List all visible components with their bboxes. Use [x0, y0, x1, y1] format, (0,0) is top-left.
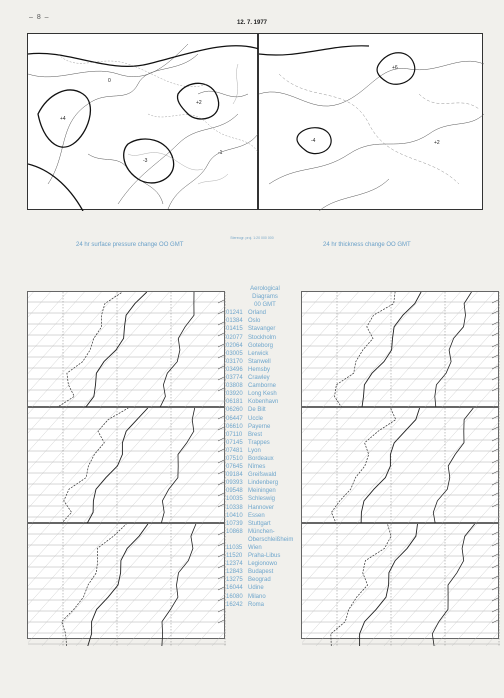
station-name: Praha-Libus [248, 553, 281, 560]
station-name: Orland [248, 310, 267, 317]
station-code: 03170 [226, 358, 243, 365]
station-row [226, 495, 304, 503]
station-name: München- [248, 528, 275, 535]
aerological-diagram [301, 407, 499, 523]
aerological-diagram [27, 407, 225, 523]
legend-title-line1: Aerological [250, 286, 280, 292]
station-name: Uccle [248, 415, 264, 422]
svg-text:-1: -1 [218, 150, 223, 156]
station-code: 03920 [226, 391, 243, 398]
station-name: Schleswig [248, 496, 276, 503]
svg-text:-3: -3 [143, 158, 148, 164]
station-code: 02064 [226, 342, 243, 349]
sounding-plot [28, 408, 226, 524]
station-list [226, 309, 304, 608]
station-row [226, 350, 304, 358]
page-date: 12. 7. 1977 [236, 20, 268, 26]
station-name: Udine [248, 585, 264, 592]
station-row [226, 309, 304, 317]
station-code: 07110 [226, 431, 243, 438]
station-code [226, 536, 248, 544]
station-row [226, 439, 304, 447]
sounding-plot [28, 524, 226, 646]
station-code: 11520 [226, 553, 243, 560]
station-code: 09184 [226, 472, 243, 479]
station-name: Brest [248, 431, 263, 438]
station-row [226, 366, 304, 374]
station-code: 06447 [226, 415, 243, 422]
station-code: 07481 [226, 447, 243, 454]
page-number: – 8 – [29, 14, 50, 21]
station-code: 03774 [226, 375, 243, 382]
station-name: Budapest [248, 569, 274, 576]
svg-text:+4: +4 [60, 116, 66, 122]
aerological-diagram [27, 291, 225, 407]
station-name: Stanwell [248, 358, 271, 365]
station-code: 12374 [226, 561, 243, 568]
surface-pressure-change-map [27, 33, 258, 210]
station-name: Roma [248, 601, 265, 608]
station-code: 11035 [226, 545, 243, 551]
station-code: 07645 [226, 464, 243, 471]
station-code: 01241 [226, 310, 243, 317]
station-row [226, 390, 304, 398]
station-row [226, 568, 304, 576]
station-name: Camborne [248, 383, 277, 390]
aerological-diagram [301, 523, 499, 639]
svg-text:+2: +2 [434, 140, 440, 146]
station-code: 13275 [226, 577, 243, 584]
station-code: 07510 [226, 455, 243, 462]
station-code: 10035 [226, 496, 243, 503]
station-row [226, 447, 304, 455]
station-row [226, 325, 304, 333]
station-code: 16044 [226, 585, 243, 592]
station-name: Beograd [248, 577, 271, 584]
station-code: 10739 [226, 520, 243, 527]
station-row [226, 334, 304, 342]
station-row [226, 504, 304, 512]
station-name: Goteborg [248, 342, 274, 349]
station-row [226, 528, 304, 536]
station-code: 09393 [226, 480, 243, 487]
station-name: Payerne [248, 423, 271, 430]
station-row [226, 520, 304, 528]
station-row [226, 423, 304, 431]
station-row [226, 512, 304, 520]
station-code: 10868 [226, 528, 243, 535]
station-code: 10338 [226, 504, 243, 511]
station-row [226, 560, 304, 568]
sounding-plot [28, 292, 226, 408]
station-code: 03005 [226, 350, 243, 357]
station-code: 03496 [226, 366, 243, 373]
station-row [226, 455, 304, 463]
station-row [226, 374, 304, 382]
station-name: Hannover [248, 504, 275, 511]
station-code: 06181 [226, 399, 243, 406]
station-row [226, 382, 304, 390]
station-name: Kobenhavn [248, 399, 279, 406]
station-name: Lyon [248, 447, 261, 454]
station-name: Lindenberg [248, 480, 279, 487]
station-name: Stuttgart [248, 520, 271, 527]
station-row [226, 552, 304, 560]
station-row [226, 593, 304, 601]
station-name: De Bilt [248, 407, 266, 414]
station-name: Trappes [248, 439, 270, 446]
station-row [226, 406, 304, 414]
station-code: 16080 [226, 593, 243, 600]
aerological-diagram [301, 291, 499, 407]
station-name: Crawley [248, 375, 270, 382]
sounding-plot [302, 408, 500, 524]
station-name: Oberschleißheim [248, 536, 294, 543]
thickness-change-map [258, 33, 483, 210]
station-code: 10410 [226, 512, 243, 519]
station-row [226, 471, 304, 479]
aerological-diagram [27, 523, 225, 639]
legend-title-line2: Diagrams [252, 294, 278, 301]
pressure-map-drawing [28, 34, 259, 211]
station-name: Stockholm [248, 334, 277, 341]
map-scale-note: Stereogr. proj. 1:20 000 000 [230, 236, 274, 240]
station-name: Milano [248, 593, 266, 600]
station-name: Essen [248, 512, 265, 519]
station-name: Wien [248, 545, 262, 551]
station-row [226, 584, 304, 592]
sounding-plot [302, 524, 500, 646]
station-row [226, 398, 304, 406]
svg-text:+6: +6 [392, 65, 398, 71]
station-row [226, 431, 304, 439]
station-name: Bordeaux [248, 455, 274, 462]
station-code: 06610 [226, 423, 243, 430]
station-row [226, 479, 304, 487]
thickness-map-drawing [259, 34, 484, 211]
svg-text:0: 0 [108, 78, 111, 84]
station-name: Meiningen [248, 488, 276, 495]
svg-text:+2: +2 [196, 100, 202, 106]
station-row [226, 358, 304, 366]
station-code: 09548 [226, 488, 243, 495]
station-row [226, 576, 304, 584]
station-row [226, 601, 304, 609]
station-code: 03808 [226, 383, 243, 390]
station-code: 16242 [226, 601, 243, 608]
station-name: Stavanger [248, 326, 276, 333]
station-name: Greifswald [248, 472, 277, 479]
station-name: Hemsby [248, 366, 271, 373]
svg-text:-4: -4 [311, 138, 316, 144]
station-code: 06260 [226, 407, 243, 414]
station-legend [226, 285, 304, 609]
station-code: 01384 [226, 318, 243, 325]
station-name: Oslo [248, 318, 261, 325]
station-code: 12843 [226, 569, 243, 576]
station-row [226, 544, 304, 552]
legend-title-line3: 00 GMT [254, 302, 276, 309]
right-map-caption: 24 hr thickness change OO GMT [323, 242, 411, 248]
station-code: 01415 [226, 326, 243, 333]
station-name: Lerwick [248, 350, 269, 357]
station-row [226, 342, 304, 350]
station-row [226, 487, 304, 495]
station-row [226, 463, 304, 471]
sounding-plot [302, 292, 500, 408]
left-map-caption: 24 hr surface pressure change OO GMT [76, 242, 184, 248]
station-code: 07145 [226, 439, 243, 446]
station-code: 02077 [226, 334, 243, 341]
station-row [226, 415, 304, 423]
station-row [226, 536, 304, 544]
station-name: Long Kesh [248, 391, 277, 398]
station-row [226, 317, 304, 325]
station-name: Nîmes [248, 464, 266, 471]
station-name: Legionowo [248, 561, 278, 568]
